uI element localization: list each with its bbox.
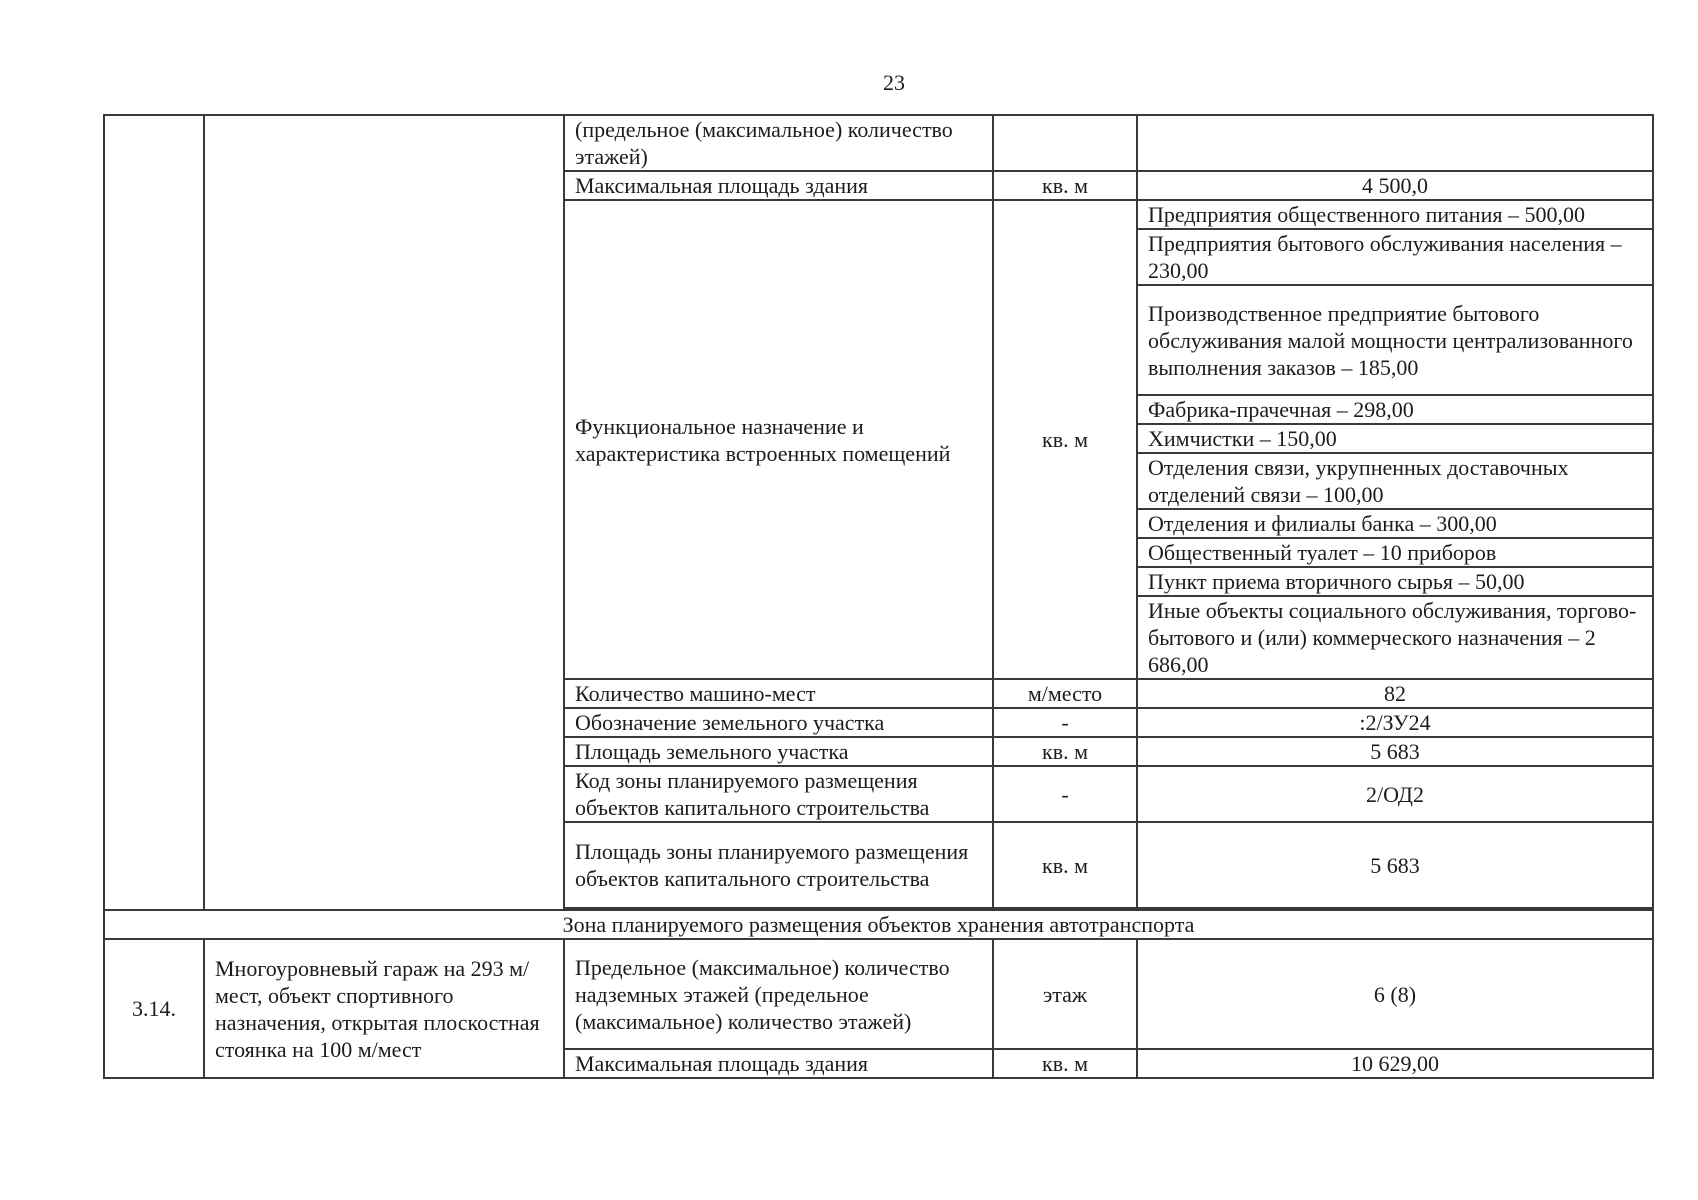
param-cell: Обозначение земельного участка (564, 708, 993, 737)
item-number-cell: 3.14. (104, 939, 204, 1078)
sub-value-cell: Пункт приема вторичного сырья – 50,00 (1137, 567, 1653, 596)
param-cell: Площадь земельного участка (564, 737, 993, 766)
value-cell: 4 500,0 (1137, 171, 1653, 200)
unit-cell: - (993, 708, 1137, 737)
param-cell: (предельное (максимальное) количество этажей) (564, 115, 993, 171)
sub-value-cell: Предприятия бытового обслуживания населения – 230,00 (1137, 229, 1653, 285)
item-name-cell: Многоуровневый гараж на 293 м/мест, объект спортивного назначения, открытая плоскостная стоянка на 100 м/мест (204, 939, 564, 1078)
item-number-cell (104, 115, 204, 910)
unit-cell: - (993, 766, 1137, 822)
unit-cell (993, 115, 1137, 171)
value-cell (1137, 115, 1653, 171)
value-cell: 5 683 (1137, 822, 1653, 908)
sub-value-cell: Производственное предприятие бытового обслуживания малой мощности централизованного выполнения заказов – 185,00 (1137, 285, 1653, 395)
sub-value-cell: Отделения и филиалы банка – 300,00 (1137, 509, 1653, 538)
unit-cell: кв. м (993, 171, 1137, 200)
zone-header-cell: Зона планируемого размещения объектов хранения автотранспорта (104, 910, 1653, 939)
param-cell: Максимальная площадь здания (564, 1049, 993, 1078)
sub-value-cell: Иные объекты социального обслуживания, торгово-бытового и (или) коммерческого назначения – 2 686,00 (1137, 596, 1653, 679)
param-cell: Предельное (максимальное) количество надземных этажей (предельное (максимальное) количество этажей) (564, 939, 993, 1049)
unit-cell: этаж (993, 939, 1137, 1049)
unit-cell: кв. м (993, 200, 1137, 679)
value-cell: 6 (8) (1137, 939, 1653, 1049)
value-cell: 10 629,00 (1137, 1049, 1653, 1078)
sub-value-cell: Отделения связи, укрупненных доставочных отделений связи – 100,00 (1137, 453, 1653, 509)
table-row (104, 910, 1653, 939)
param-cell: Функциональное назначение и характеристика встроенных помещений (564, 200, 993, 679)
page-number: 23 (883, 70, 905, 95)
unit-cell: кв. м (993, 1049, 1137, 1078)
param-cell: Количество машино-мест (564, 679, 993, 708)
param-cell: Максимальная площадь здания (564, 171, 993, 200)
unit-cell: кв. м (993, 737, 1137, 766)
table-row (104, 115, 1653, 171)
param-cell: Код зоны планируемого размещения объектов капитального строительства (564, 766, 993, 822)
sub-value-cell: Общественный туалет – 10 приборов (1137, 538, 1653, 567)
unit-cell: м/место (993, 679, 1137, 708)
table-row (104, 939, 1653, 1049)
sub-value-cell: Предприятия общественного питания – 500,00 (1137, 200, 1653, 229)
value-cell: 82 (1137, 679, 1653, 708)
unit-cell: кв. м (993, 822, 1137, 908)
sub-value-cell: Фабрика-прачечная – 298,00 (1137, 395, 1653, 424)
sub-value-cell: Химчистки – 150,00 (1137, 424, 1653, 453)
value-cell: 5 683 (1137, 737, 1653, 766)
parameters-table (103, 114, 1654, 1079)
value-cell: :2/ЗУ24 (1137, 708, 1653, 737)
item-name-cell (204, 115, 564, 910)
value-cell: 2/ОД2 (1137, 766, 1653, 822)
param-cell: Площадь зоны планируемого размещения объектов капитального строительства (564, 822, 993, 908)
